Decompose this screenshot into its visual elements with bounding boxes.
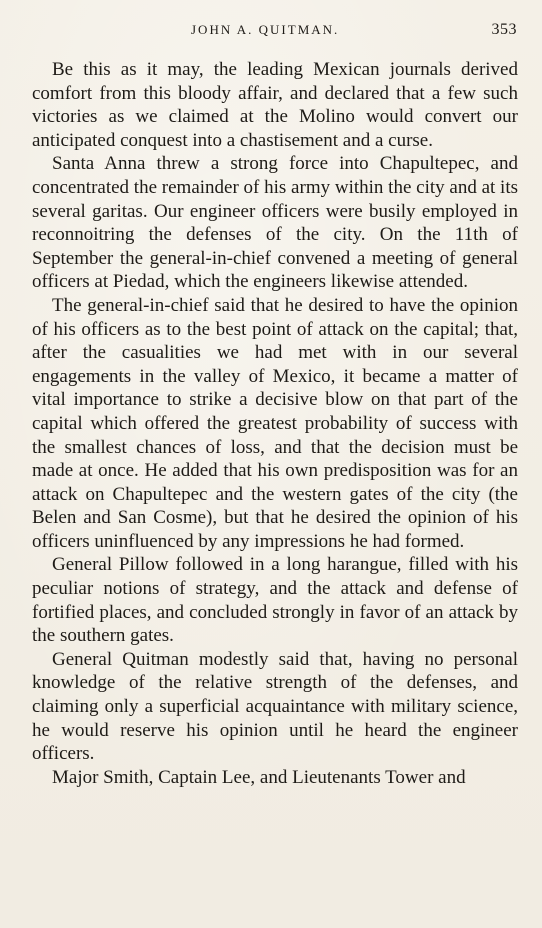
paragraph: Major Smith, Captain Lee, and Lieutenants Tower and: [52, 766, 466, 788]
body-text: [32, 58, 518, 789]
paragraph: The general-in-chief said that he desired to have the opinion of his officers as to the best point of attack on the capital; that, after the casualities we had met with in our several engagements in the valley of Mexico, it became a matter of vital importance to strike a decisive blow on that part of the capital which offered the greatest probability of success with the smallest chances of loss, and that the decision must be made at once. He added that his own predisposition was for an attack on Chapultepec and the western gates of the city (the Belen and San Cosme), but that he desired the opinion of his officers uninfluenced by any impressions he had formed.: [32, 294, 518, 552]
page-number: 353: [491, 21, 517, 38]
paragraph: General Quitman modestly said that, having no personal knowledge of the relative strength of the defenses, and claiming only a superficial acquaintance with military science, he would reserve his opinion until he heard the engineer officers.: [32, 648, 518, 765]
paragraph: Santa Anna threw a strong force into Chapultepec, and concentrated the remainder of his army within the city and at its several garitas. Our engineer officers were busily employed in reconnoitring the defenses of the city. On the 11th of September the general-in-chief convened a meeting of general officers at Piedad, which the engineers likewise attended.: [32, 153, 518, 293]
running-title: JOHN A. QUITMAN.: [191, 22, 340, 37]
paragraph: General Pillow followed in a long harangue, filled with his peculiar notions of strategy, and the attack and defense of fortified places, and concluded strongly in favor of an attack by the southern gates.: [32, 554, 518, 647]
paragraph: Be this as it may, the leading Mexican journals derived comfort from this bloody affair, and declared that a few such victories as we claimed at the Molino would convert our anticipated conquest into a chastisement and a curse.: [32, 59, 518, 151]
running-head: [0, 22, 542, 42]
